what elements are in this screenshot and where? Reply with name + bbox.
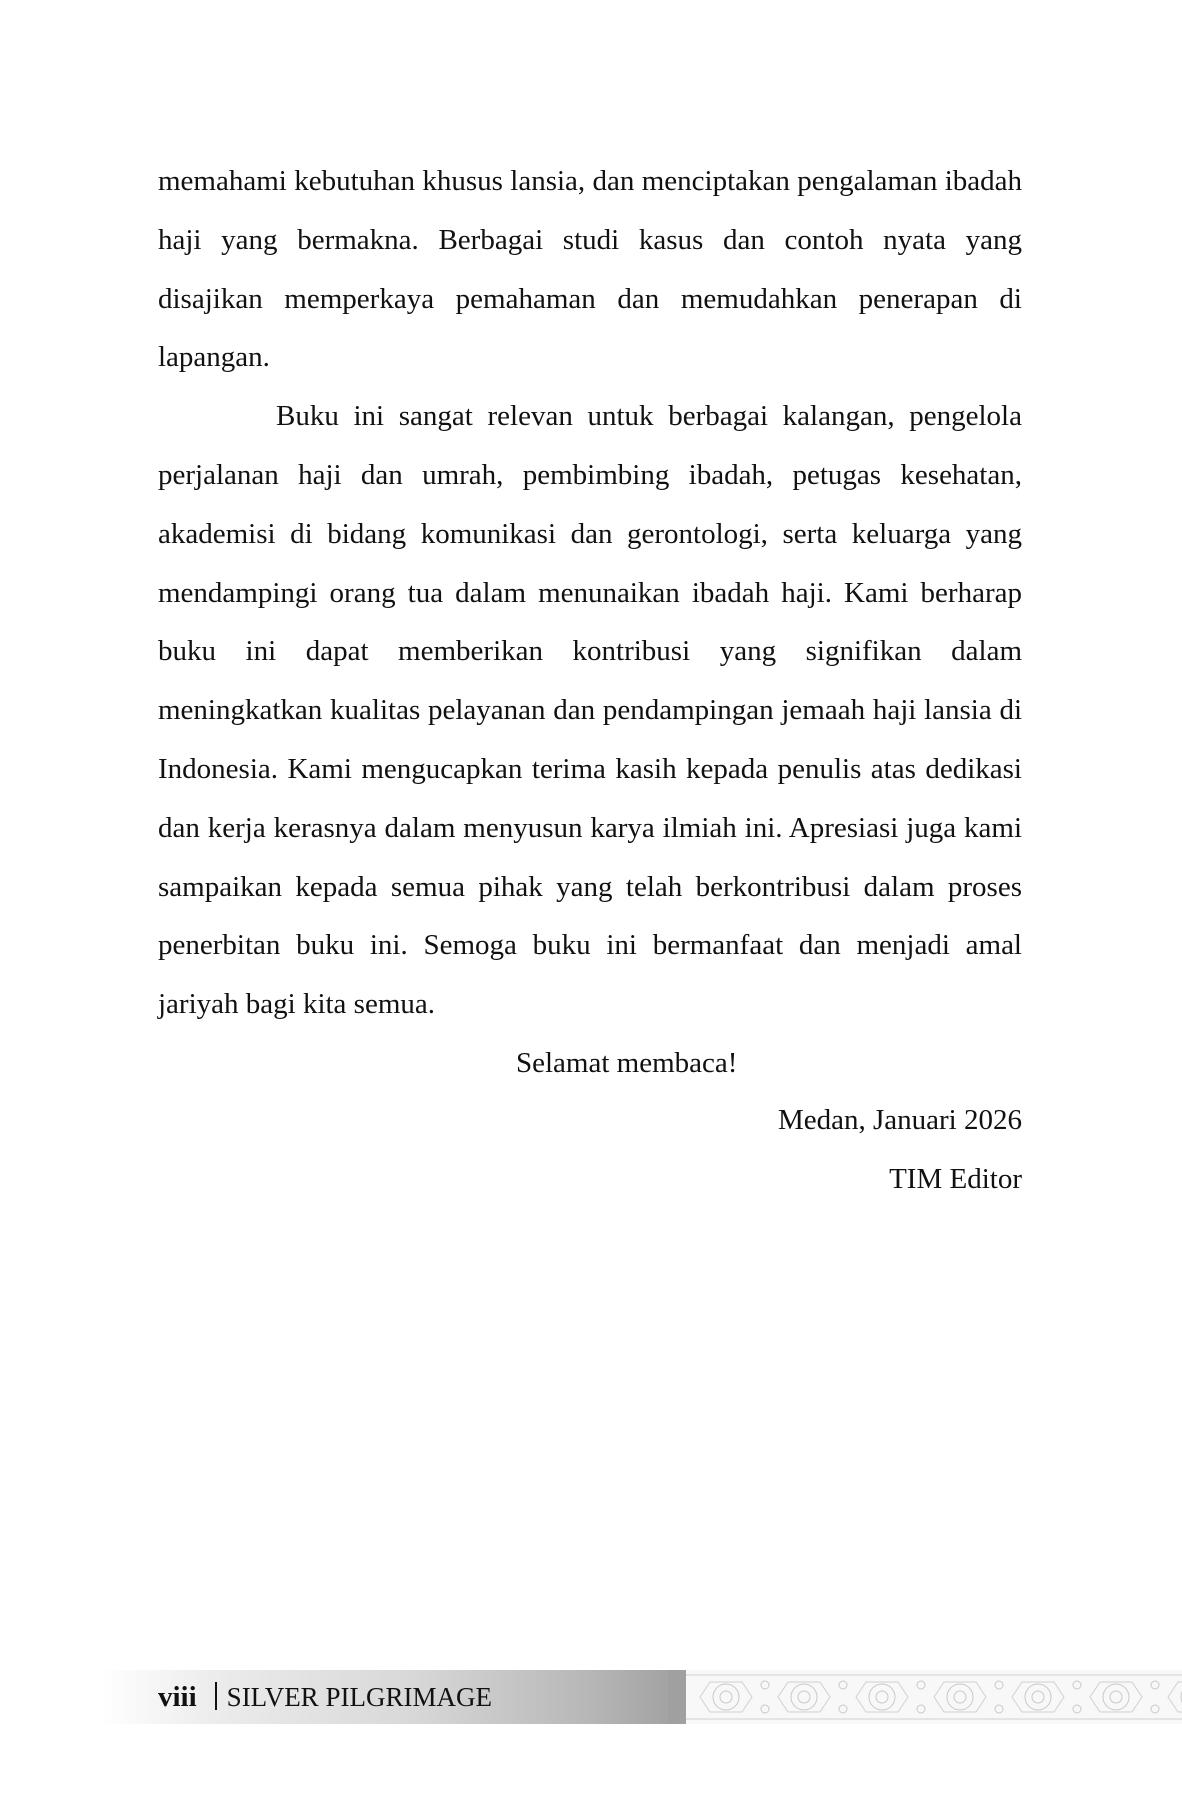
footer-text <box>158 1678 492 1716</box>
running-title: SILVER PILGRIMAGE <box>226 1682 492 1712</box>
closing-line: Selamat membaca! <box>516 1046 738 1079</box>
page-body <box>158 152 1022 1093</box>
paragraph-1: memahami kebutuhan khusus lansia, dan menciptakan pengalaman ibadah haji yang bermakna. Berbagai studi kasus dan contoh nyata yang disajikan memperkaya pemahaman dan memudahkan penerapan di lapangan. <box>158 165 1022 374</box>
paragraph-2: Buku ini sangat relevan untuk berbagai kalangan, pengelola perjalanan haji dan umrah, pembimbing ibadah, petugas kesehatan, akademisi di bidang komunikasi dan gerontologi, serta keluarga yang mendampingi orang tua dalam menunaikan ibadah haji. Kami berharap buku ini dapat memberikan kontribusi yang signifikan dalam meningkatkan kualitas pelayanan dan pendampingan jemaah haji lansia di Indonesia. Kami mengucapkan terima kasih kepada penulis atas dedikasi dan kerja kerasnya dalam menyusun karya ilmiah ini. Apresiasi juga kami sampaikan kepada semua pihak yang telah berkontribusi dalam proses penerbitan buku ini. Semoga buku ini bermanfaat dan menjadi amal jariyah bagi kita semua. <box>158 400 1022 1021</box>
footer-separator <box>215 1682 217 1710</box>
footer-divider-block <box>668 1670 686 1724</box>
place-date: Medan, Januari 2026 <box>777 1104 1022 1136</box>
signature: TIM Editor <box>889 1163 1022 1195</box>
page-footer <box>100 1670 1182 1724</box>
page-number: viii <box>158 1681 197 1713</box>
floral-ornament-icon <box>686 1670 1182 1724</box>
